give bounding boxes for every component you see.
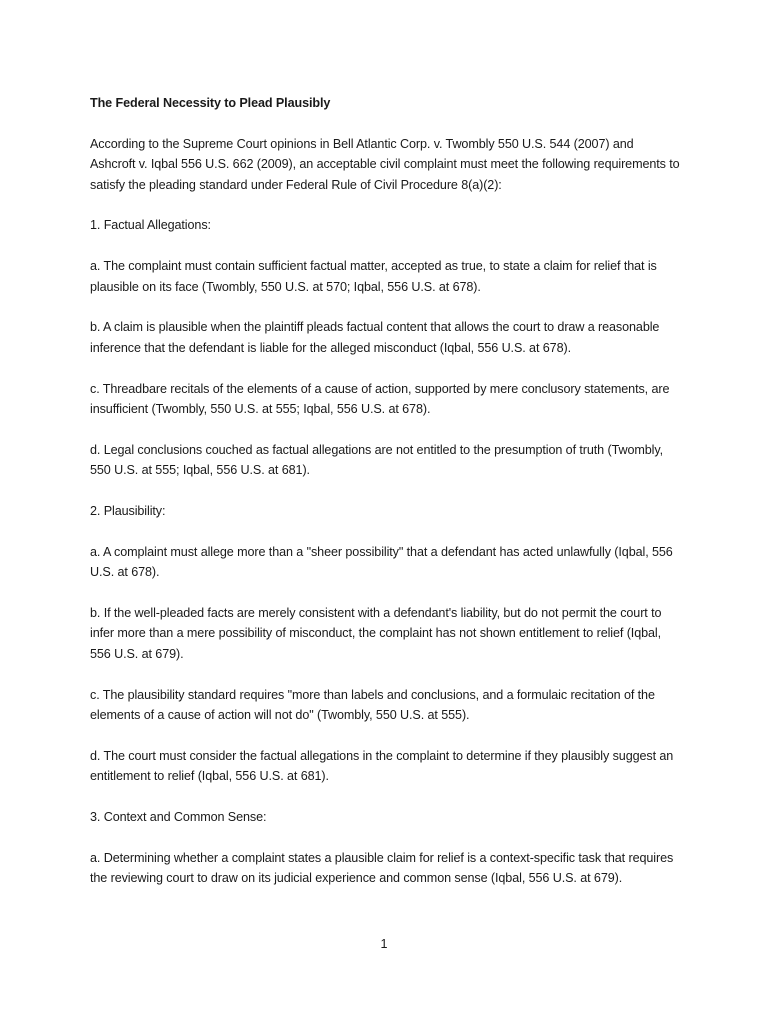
factual-allegations-item-d: d. Legal conclusions couched as factual allegations are not entitled to the presumption of truth (Twombly, 550 U.S. at 555; Iqbal, 556 U.S. at 681). [90,442,664,478]
intro-paragraph: According to the Supreme Court opinions in Bell Atlantic Corp. v. Twombly 550 U.S. 544 (2007) and Ashcroft v. Iqbal 556 U.S. 662 (2009), an acceptable civil complaint must meet the following requirements to satisfy the pleading standard under Federal Rule of Civil Procedure 8(a)(2): [90,136,680,192]
section-heading-plausibility: 2. Plausibility: [90,504,166,519]
section-heading-context-common-sense: 3. Context and Common Sense: [90,810,267,825]
section-heading-factual-allegations: 1. Factual Allegations: [90,218,211,233]
page-number: 1 [380,937,388,951]
plausibility-item-a: a. A complaint must allege more than a "sheer possibility" that a defendant has acted unlawfully (Iqbal, 556 U.S. at 678). [90,544,673,580]
document-body [90,93,680,909]
plausibility-item-d: d. The court must consider the factual allegations in the complaint to determine if they plausibly suggest an entitlement to relief (Iqbal, 556 U.S. at 681). [90,748,674,784]
plausibility-item-c: c. The plausibility standard requires "more than labels and conclusions, and a formulaic recitation of the elements of a cause of action will not do" (Twombly, 550 U.S. at 555). [90,687,655,723]
context-common-sense-item-a: a. Determining whether a complaint states a plausible claim for relief is a context-specific task that requires the reviewing court to draw on its judicial experience and common sense (Iqbal, 556 U.S. at 679). [90,850,674,886]
factual-allegations-item-c: c. Threadbare recitals of the elements of a cause of action, supported by mere conclusory statements, are insufficient (Twombly, 550 U.S. at 555; Iqbal, 556 U.S. at 678). [90,381,670,417]
document-title: The Federal Necessity to Plead Plausibly [90,96,331,110]
plausibility-item-b: b. If the well-pleaded facts are merely consistent with a defendant's liability, but do not permit the court to infer more than a mere possibility of misconduct, the complaint has not shown entitlement to relief (Iqbal, 556 U.S. at 679). [90,606,662,661]
factual-allegations-item-b: b. A claim is plausible when the plaintiff pleads factual content that allows the court to draw a reasonable inference that the defendant is liable for the alleged misconduct (Iqbal, 556 U.S. at 678). [90,320,660,355]
factual-allegations-item-a: a. The complaint must contain sufficient factual matter, accepted as true, to state a claim for relief that is plausible on its face (Twombly, 550 U.S. at 570; Iqbal, 556 U.S. at 678). [90,259,657,294]
